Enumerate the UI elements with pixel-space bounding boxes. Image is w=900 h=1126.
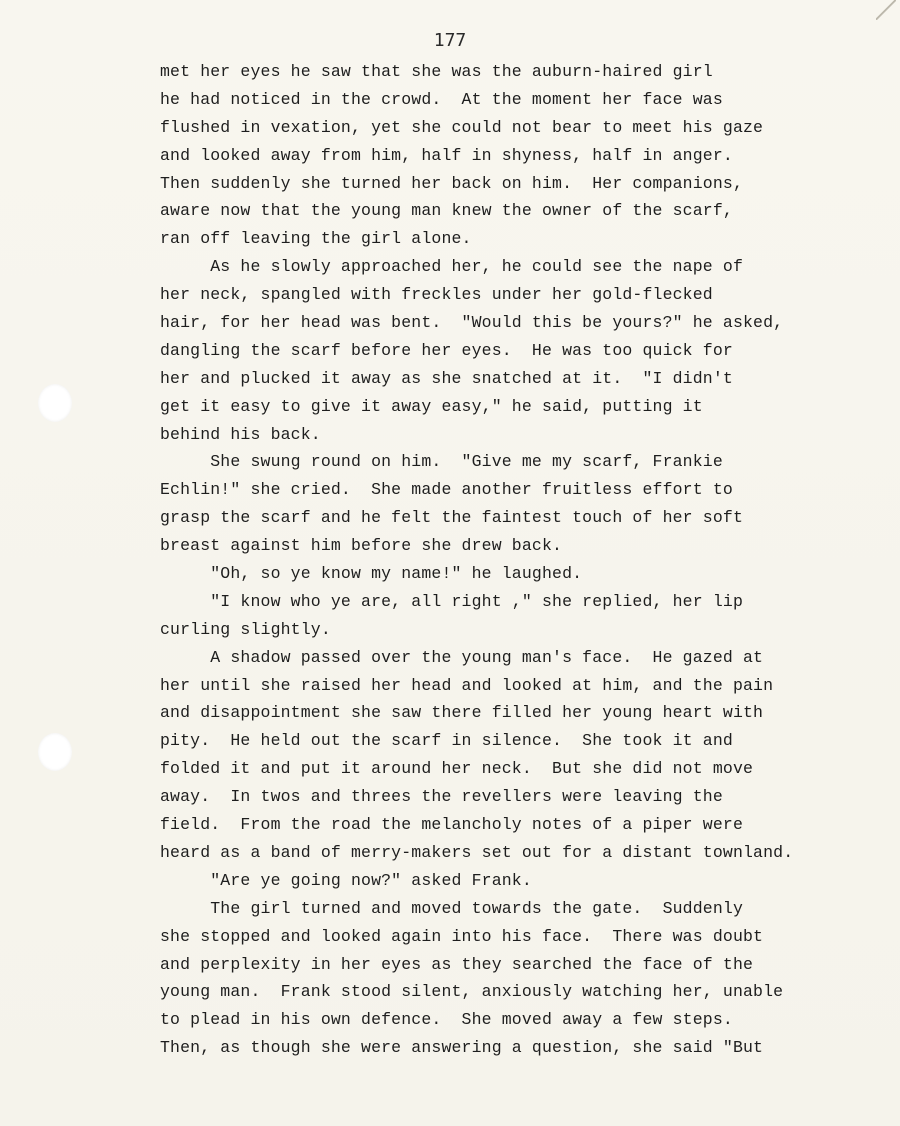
text-line: hair, for her head was bent. "Would this be yours?" he asked, [160,313,784,333]
text-line: she stopped and looked again into his face. There was doubt [160,926,764,946]
text-line: grasp the scarf and he felt the faintest touch of her soft [160,508,743,528]
page-number: 177 [433,30,467,51]
text-line: curling slightly. [160,619,331,639]
text-line: Then suddenly she turned her back on him. Her companions, [160,173,743,193]
text-line: "I know who ye are, all right ," she replied, her lip [160,591,743,611]
text-line: and disappointment she saw there filled her young heart with [160,703,764,723]
text-line: aware now that the young man knew the owner of the scarf, [160,201,733,221]
text-line: pity. He held out the scarf in silence. She took it and [160,731,733,751]
text-line: field. From the road the melancholy notes of a piper were [160,815,743,835]
text-line: get it easy to give it away easy," he said, putting it [160,396,703,416]
body-text [160,58,890,1062]
text-line: met her eyes he saw that she was the auburn-haired girl [160,62,713,81]
text-line: The girl turned and moved towards the gate. Suddenly [160,898,743,918]
text-line: A shadow passed over the young man's face. He gazed at [160,647,764,667]
text-line: and looked away from him, half in shyness, half in anger. [160,145,733,165]
text-line: he had noticed in the crowd. At the moment her face was [160,89,723,109]
text-line: her and plucked it away as she snatched at it. "I didn't [160,368,733,388]
text-line: folded it and put it around her neck. But she did not move [160,759,754,779]
text-line: heard as a band of merry-makers set out for a distant townland. [160,842,794,862]
text-line: Then, as though she were answering a question, she said "But [160,1038,764,1058]
text-line: Echlin!" she cried. She made another fruitless effort to [160,480,733,500]
text-line: dangling the scarf before her eyes. He was too quick for [160,340,733,360]
text-line: her neck, spangled with freckles under her gold-flecked [160,285,713,305]
text-line: her until she raised her head and looked at him, and the pain [160,675,774,695]
text-line: behind his back. [160,424,321,444]
text-line: to plead in his own defence. She moved away a few steps. [160,1010,733,1030]
text-line: "Are ye going now?" asked Frank. [160,870,532,890]
text-line: breast against him before she drew back. [160,536,563,556]
punch-hole-top [38,384,72,422]
text-line: "Oh, so ye know my name!" he laughed. [160,564,583,584]
punch-hole-bottom [38,733,72,771]
text-line: She swung round on him. "Give me my scarf, Frankie [160,452,723,472]
text-line: ran off leaving the girl alone. [160,229,472,249]
text-line: and perplexity in her eyes as they searched the face of the [160,954,754,974]
page-corner-mark [876,0,896,20]
text-line: away. In twos and threes the revellers were leaving the [160,787,723,807]
text-line: As he slowly approached her, he could see the nape of [160,257,743,277]
text-line: young man. Frank stood silent, anxiously watching her, unable [160,982,784,1002]
text-line: flushed in vexation, yet she could not bear to meet his gaze [160,117,764,137]
